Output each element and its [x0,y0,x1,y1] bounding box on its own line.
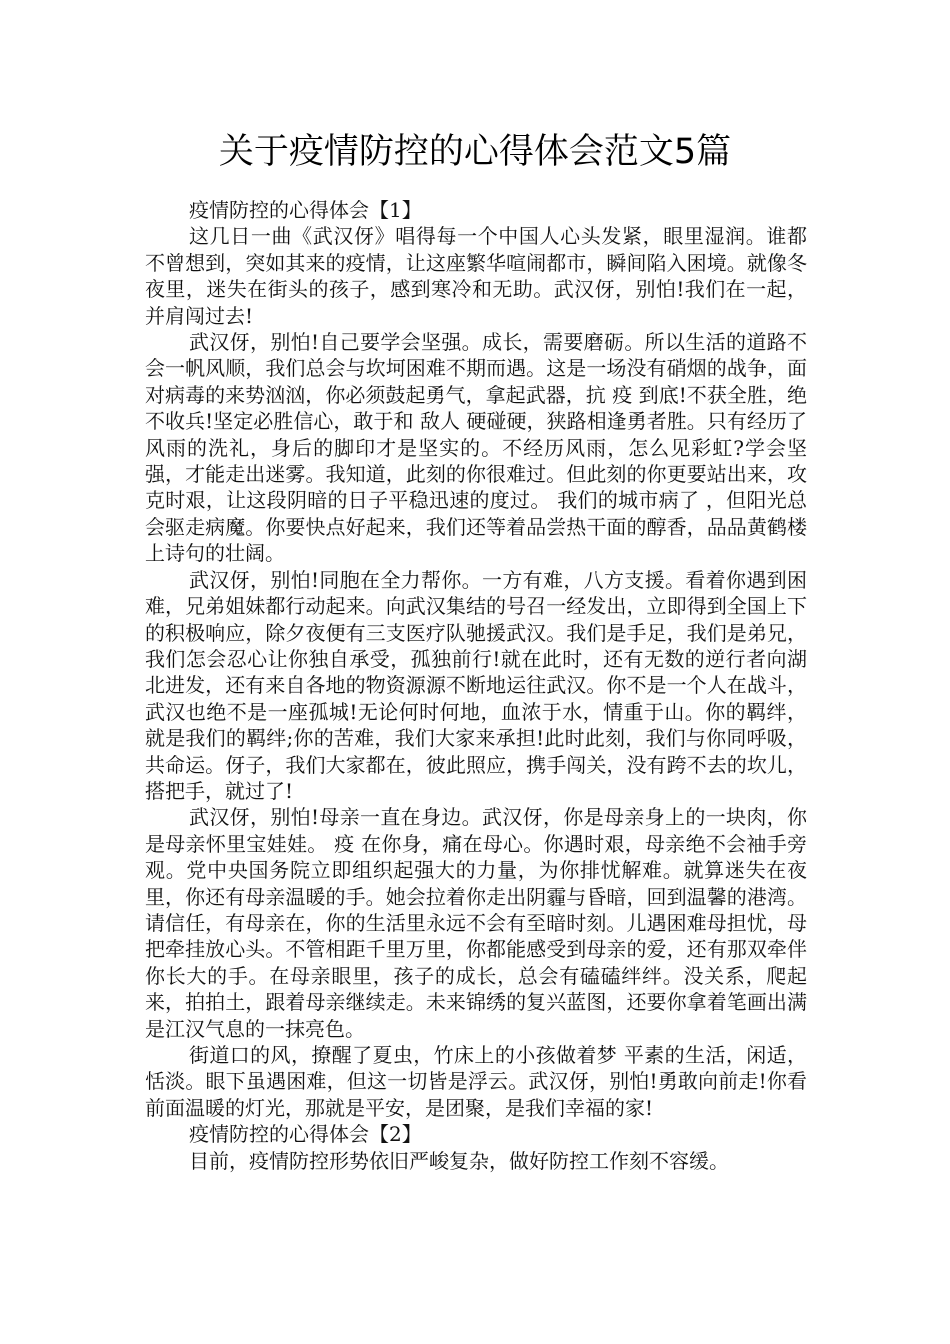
document-title: 关于疫情防控的心得体会范文5篇 [218,132,732,172]
paragraph-2: 武汉伢，别怕!自己要学会坚强。成长，需要磨砺。所以生活的道路不会一帆风顺，我们总会与坎坷困难不期而遇。这是一场没有硝烟的战争，面对病毒的来势汹汹，你必须鼓起勇气，拿起武器，抗 疫 到底!不获全胜，绝不收兵!坚定必胜信心，敢于和 敌人 硬碰硬，狭路相逢勇者胜。只有经历了风雨的洗礼，身后的脚印才是坚实的。不经历风雨，怎么见彩虹?学会坚强，才能走出迷雾。我知道，此刻的你很难过。但此刻的你更要站出来，攻克时艰，让这段阴暗的日子平稳迅速的度过。 我们的城市病了 ，但阳光总会驱走病魔。你要快点好起来，我们还等着品尝热干面的醇香，品品黄鹤楼上诗句的壮阔。 [145,330,807,566]
paragraph-5: 街道口的风，撩醒了夏虫，竹床上的小孩做着梦 平素的生活，闲适，恬淡。眼下虽遇困难，但这一切皆是浮云。武汉伢，别怕!勇敢向前走!你看前面温暖的灯光，那就是平安，是团聚，是我们幸福的家! [145,1043,807,1120]
paragraph-1: 这几日一曲《武汉伢》唱得每一个中国人心头发紧，眼里湿润。谁都不曾想到，突如其来的疫情，让这座繁华喧闹都市，瞬间陷入困境。就像冬夜里，迷失在街头的孩子，感到寒冷和无助。武汉伢，别怕!我们在一起，并肩闯过去! [145,224,807,328]
paragraph-3: 武汉伢，别怕!同胞在全力帮你。一方有难，八方支援。看着你遇到困难，兄弟姐妹都行动起来。向武汉集结的号召一经发出，立即得到全国上下的积极响应，除夕夜便有三支医疗队驰援武汉。我们是手足，我们是弟兄，我们怎会忍心让你独自承受，孤独前行!就在此时，还有无数的逆行者向湖北进发，还有来自各地的物资源源不断地运往武汉。你不是一个人在战斗，武汉也绝不是一座孤城!无论何时何地，血浓于水，情重于山。你的羁绊，就是我们的羁绊;你的苦难，我们大家来承担!此时此刻，我们与你同呼吸，共命运。伢子，我们大家都在，彼此照应，携手闯关，没有跨不去的坎儿，搭把手，就过了! [145,567,807,803]
paragraph-4: 武汉伢，别怕!母亲一直在身边。武汉伢，你是母亲身上的一块肉，你是母亲怀里宝娃娃。 疫 在你身，痛在母心。你遇时艰，母亲绝不会袖手旁观。党中央国务院立即组织起强大的力量，为你排忧解难。就算迷失在夜里，你还有母亲温暖的手。她会拉着你走出阴霾与昏暗，回到温馨的港湾。请信任，有母亲在，你的生活里永远不会有至暗时刻。儿遇困难母担忧，母把牵挂放心头。不管相距千里万里，你都能感受到母亲的爱，还有那双牵伴你长大的手。在母亲眼里，孩子的成长，总会有磕磕绊绊。没关系，爬起来，拍拍土，跟着母亲继续走。未来锦绣的复兴蓝图，还要你拿着笔画出满是江汉气息的一抹亮色。 [145,805,807,1041]
section-heading-1: 疫情防控的心得体会【1】 [189,198,422,222]
section-heading-2: 疫情防控的心得体会【2】 [189,1122,422,1147]
document-body [145,197,807,1174]
paragraph-6: 目前，疫情防控形势依旧严峻复杂，做好防控工作刻不容缓。 [189,1148,729,1173]
